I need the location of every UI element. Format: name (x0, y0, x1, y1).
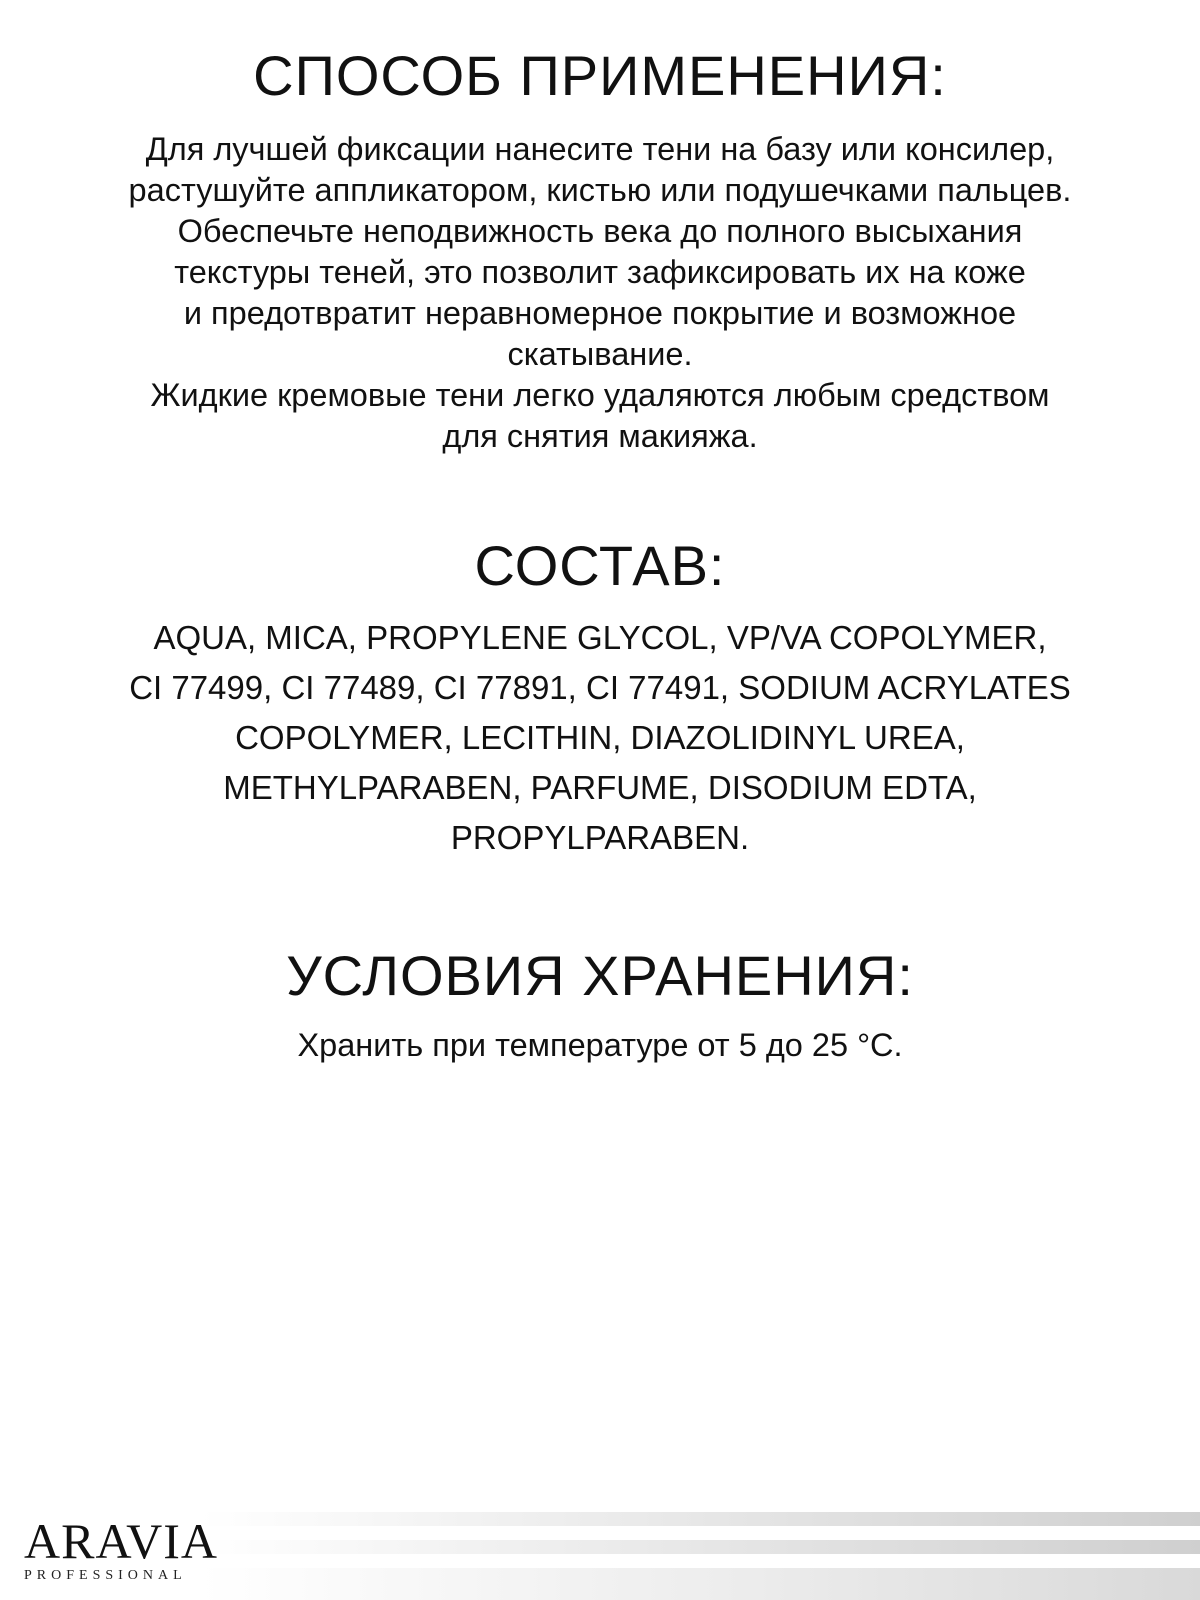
footer-decor-band (200, 1512, 1200, 1526)
usage-heading: СПОСОБ ПРИМЕНЕНИЯ: (253, 44, 947, 107)
usage-line: текстуры теней, это позволит зафиксировать их на коже (174, 254, 1026, 291)
composition-line: AQUA, MICA, PROPYLENE GLYCOL, VP/VA COPOLYMER, (153, 619, 1047, 657)
composition-heading: СОСТАВ: (474, 534, 726, 597)
usage-line: Обеспечьте неподвижность века до полного высыхания (177, 213, 1023, 250)
composition-line: COPOLYMER, LECITHIN, DIAZOLIDINYL UREA, (235, 719, 965, 757)
storage-heading: УСЛОВИЯ ХРАНЕНИЯ: (286, 944, 914, 1007)
brand-logo (24, 1513, 224, 1584)
composition-line: METHYLPARABEN, PARFUME, DISODIUM EDTA, (223, 769, 977, 807)
usage-line: и предотвратит неравномерное покрытие и возможное (183, 295, 1017, 332)
footer-decor-band (200, 1568, 1200, 1600)
usage-line: растушуйте аппликатором, кистью или подушечками пальцев. (128, 172, 1072, 209)
brand-tagline: PROFESSIONAL (24, 1568, 187, 1583)
usage-line: для снятия макияжа. (442, 418, 758, 455)
usage-line: скатывание. (507, 336, 693, 373)
usage-line: Жидкие кремовые тени легко удаляются любым средством (150, 377, 1050, 414)
usage-section (0, 42, 1200, 457)
usage-text (0, 129, 1200, 457)
composition-line: PROPYLPARABEN. (450, 819, 750, 857)
composition-line: CI 77499, CI 77489, CI 77891, CI 77491, SODIUM ACRYLATES (129, 669, 1071, 707)
composition-section (0, 532, 1200, 863)
storage-text: Хранить при температуре от 5 до 25 °С. (297, 1027, 903, 1064)
footer-decor-band (200, 1540, 1200, 1554)
usage-line: Для лучшей фиксации нанесите тени на базу или консилер, (145, 131, 1055, 168)
composition-text (0, 613, 1200, 863)
storage-section (0, 942, 1200, 1066)
brand-name: ARAVIA (24, 1513, 218, 1569)
